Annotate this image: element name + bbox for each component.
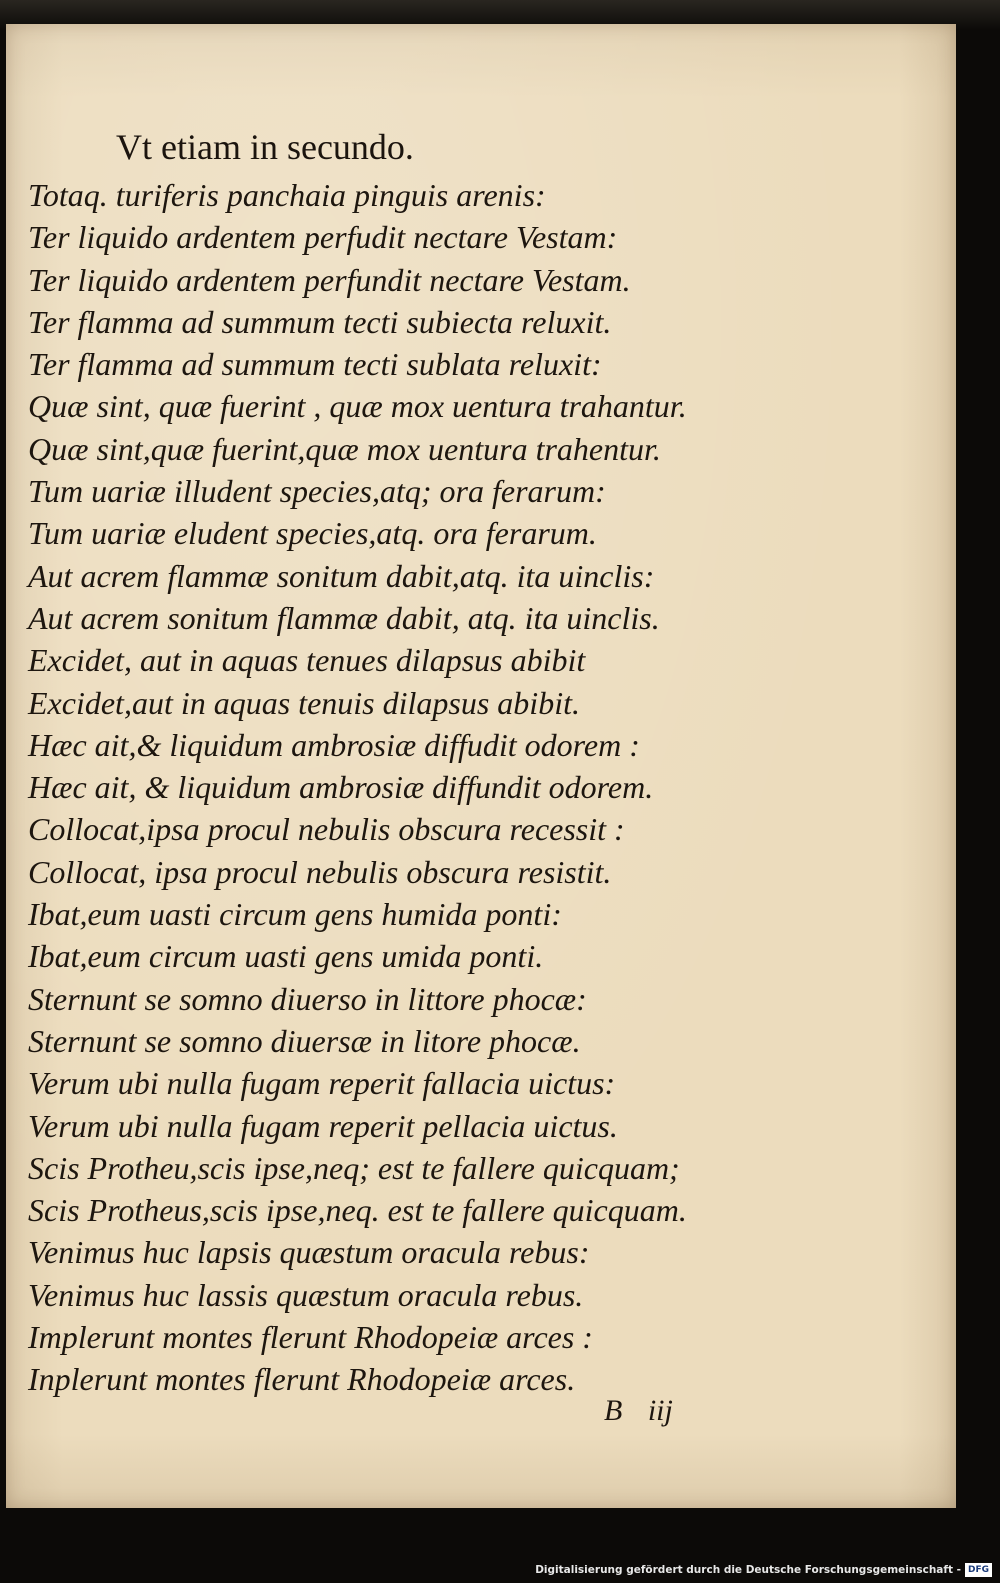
verse-line: Verum ubi nulla fugam reperit fallacia uictus: xyxy=(28,1065,616,1102)
verse-line: Ter flamma ad summum tecti sublata reluxit: xyxy=(28,346,602,383)
verse-line: Scis Protheus,scis ipse,neq. est te fallere quicquam. xyxy=(28,1192,687,1229)
verse-line: Excidet,aut in aquas tenuis dilapsus abibit. xyxy=(28,684,580,721)
verse-line: Sternunt se somno diuerso in littore phocæ: xyxy=(28,980,587,1017)
book-page xyxy=(6,24,956,1508)
verse-line: Ibat,eum circum uasti gens umida ponti. xyxy=(28,938,544,975)
footer-text: Digitalisierung gefördert durch die Deutsche Forschungsgemeinschaft - xyxy=(535,1564,961,1576)
verse-line: Totaq. turiferis panchaia pinguis arenis: xyxy=(28,177,546,213)
verse-line: Venimus huc lassis quæstum oracula rebus. xyxy=(28,1276,584,1313)
verse-line: Implerunt montes flerunt Rhodopeiæ arces : xyxy=(28,1319,593,1356)
digitization-footer xyxy=(535,1561,992,1579)
verse-line: Collocat, ipsa procul nebulis obscura resistit. xyxy=(28,853,612,890)
verse-line: Verum ubi nulla fugam reperit pellacia uictus. xyxy=(28,1107,618,1144)
page-heading: Vt etiam in secundo. xyxy=(116,127,414,167)
verse-line: Venimus huc lapsis quæstum oracula rebus: xyxy=(28,1234,590,1271)
verse-list xyxy=(28,174,687,1401)
verse-line: Tum uariæ eludent species,atq. ora ferarum. xyxy=(28,515,597,552)
verse-line: Quæ sint,quæ fuerint,quæ mox uentura trahentur. xyxy=(28,430,661,467)
verse-line: Hæc ait,& liquidum ambrosiæ diffudit odorem : xyxy=(28,726,640,763)
verse-line: Scis Protheu,scis ipse,neq; est te fallere quicquam; xyxy=(28,1149,680,1186)
verse-line: Ter flamma ad summum tecti subiecta reluxit. xyxy=(28,303,612,340)
dfg-logo-icon: DFG xyxy=(965,1563,992,1577)
verse-line: Excidet, aut in aquas tenues dilapsus abibit xyxy=(28,642,586,679)
verse-line: Ibat,eum uasti circum gens humida ponti: xyxy=(28,896,562,933)
verse-line: Ter liquido ardentem perfundit nectare Vestam. xyxy=(28,261,631,298)
verse-line: Hæc ait, & liquidum ambrosiæ diffundit odorem. xyxy=(28,769,654,806)
verse-line: Tum uariæ illudent species,atq; ora ferarum: xyxy=(28,473,606,510)
verse-line: Collocat,ipsa procul nebulis obscura recessit : xyxy=(28,811,625,848)
signature-mark: B iij xyxy=(604,1394,673,1427)
verse-line: Inplerunt montes flerunt Rhodopeiæ arces. xyxy=(28,1361,576,1398)
verse-line: Ter liquido ardentem perfudit nectare Vestam: xyxy=(28,219,618,256)
verse-line: Sternunt se somno diuersæ in litore phocæ. xyxy=(28,1022,581,1059)
verse-line: Aut acrem flammæ sonitum dabit,atq. ita uinclis: xyxy=(28,557,655,594)
verse-line: Aut acrem sonitum flammæ dabit, atq. ita uinclis. xyxy=(28,599,660,636)
verse-line: Quæ sint, quæ fuerint , quæ mox uentura trahantur. xyxy=(28,388,687,425)
